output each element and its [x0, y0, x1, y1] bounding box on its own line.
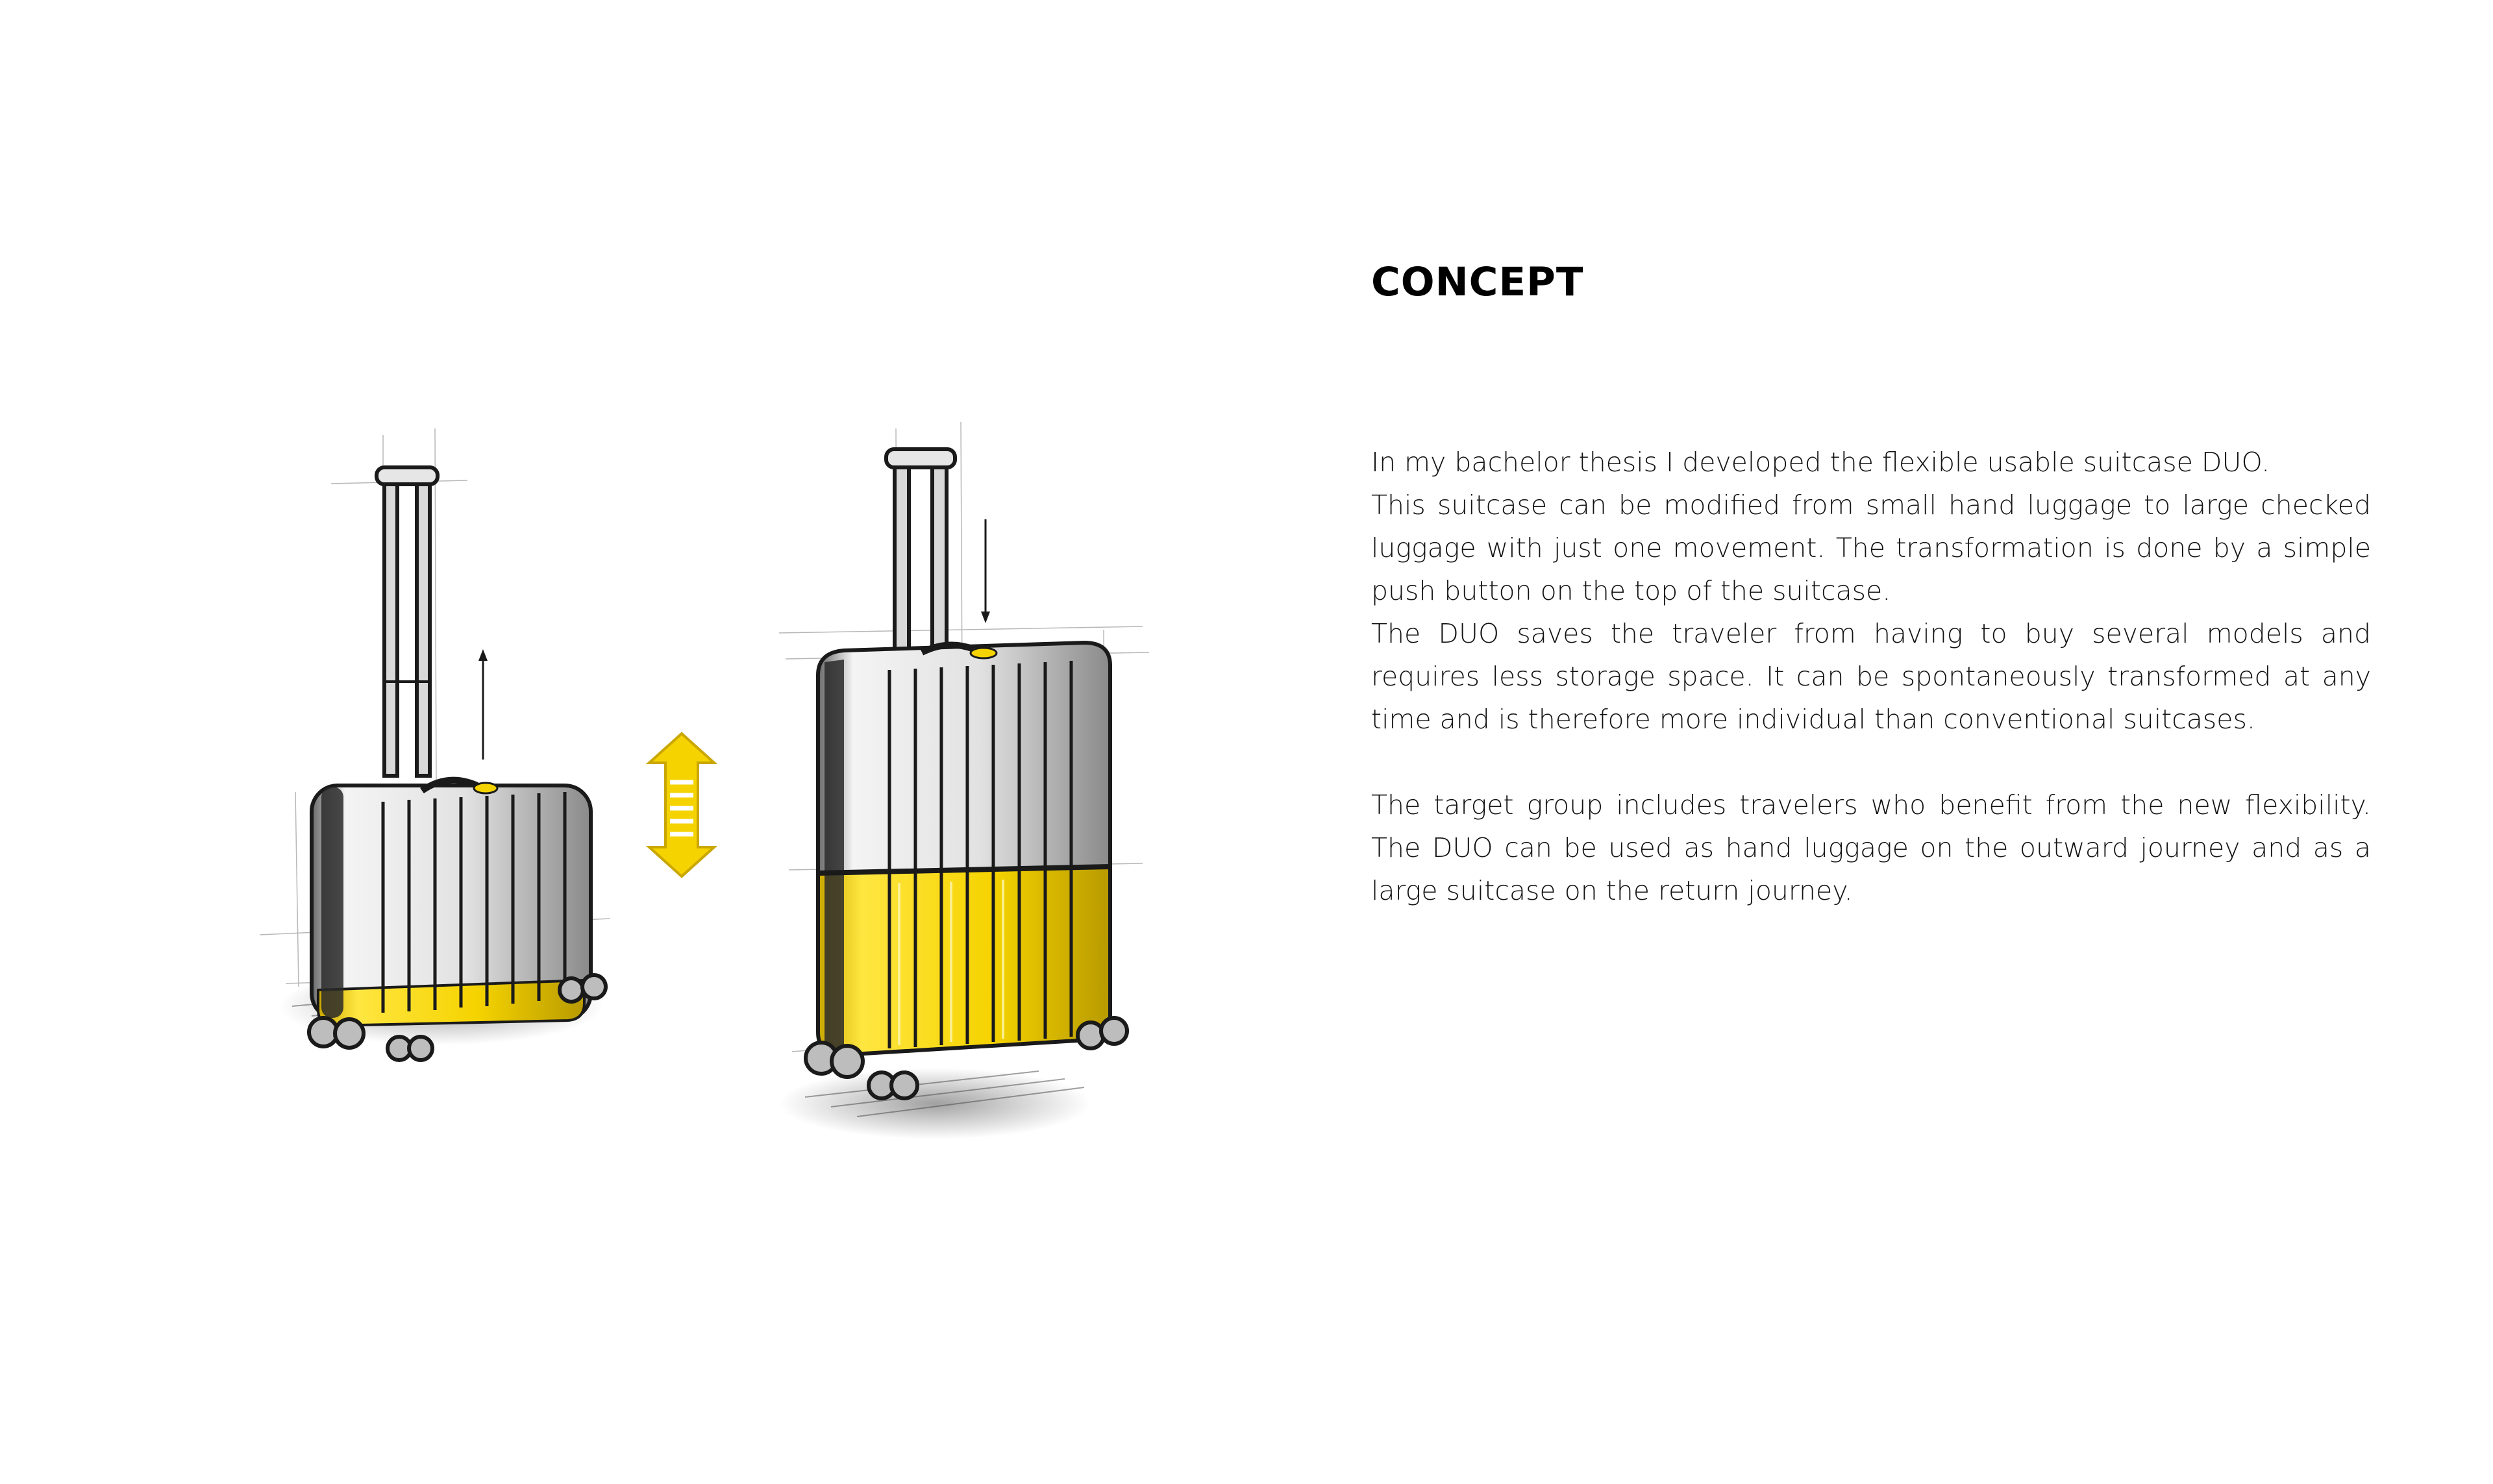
concept-text-column — [1371, 258, 2371, 912]
concept-heading: CONCEPT — [1371, 259, 1584, 305]
large-suitcase-sketch — [779, 422, 1149, 1139]
small-suitcase-sketch — [260, 428, 610, 1060]
paragraph-target-group: The target group includes travelers who benefit from the new flexibility. The DUO can be used as hand luggage on the outward journey and as a large suitcase on the return journey. — [1371, 789, 2371, 907]
suitcase-sketch-illustration — [247, 402, 1169, 1169]
paragraph-intro: In my bachelor thesis I developed the flexible usable suitcase DUO. — [1371, 447, 2270, 478]
paragraph-transformation: This suitcase can be modified from small hand luggage to large checked luggage with just one movement. The transformation is done by a simple push button on the top of the suitcase. — [1371, 489, 2371, 607]
resize-arrow-icon — [649, 734, 714, 876]
paragraph-benefits: The DUO saves the traveler from having to buy several models and requires less storage space. It can be spontaneously transformed at any time and is therefore more individual than conventional suitcases. — [1371, 618, 2371, 736]
concept-description — [1371, 441, 2371, 912]
